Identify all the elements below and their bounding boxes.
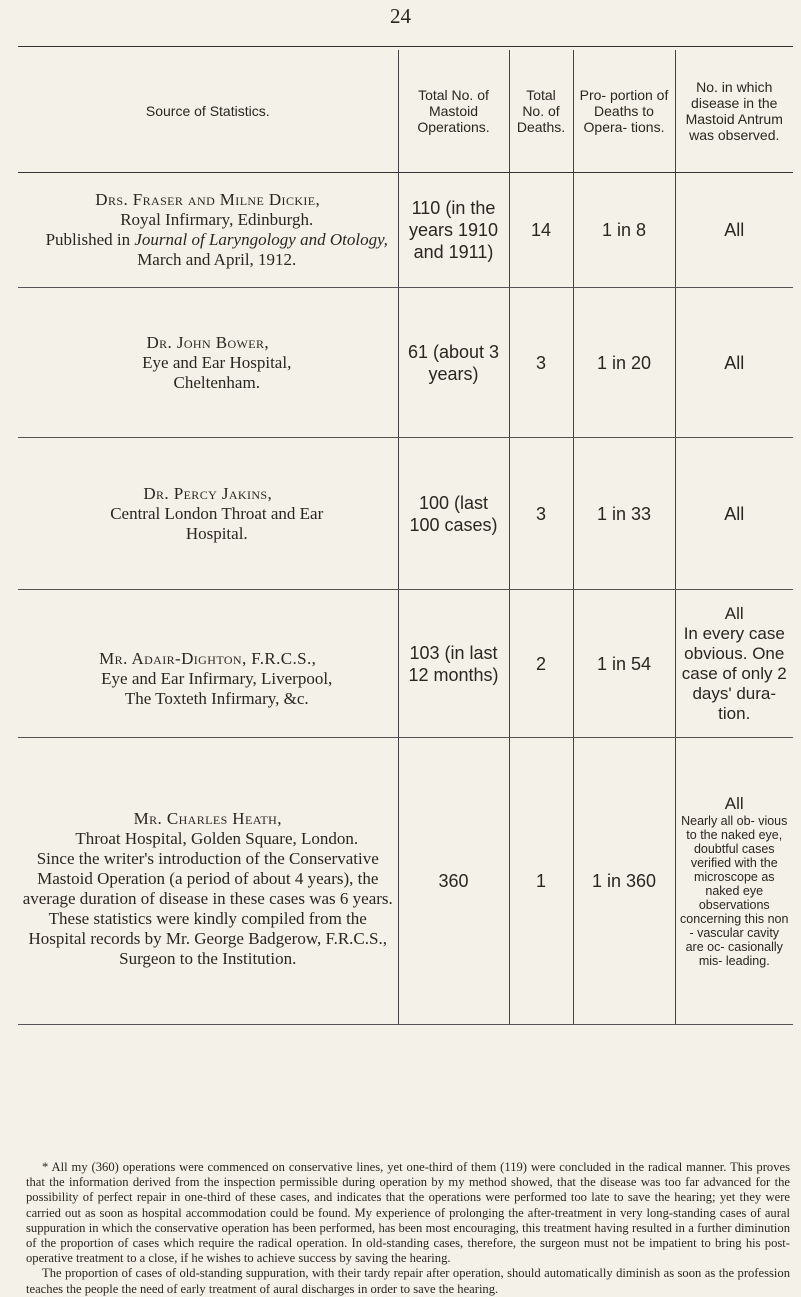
operations-cell: 110 (in the years 1910 and 1911) xyxy=(398,173,509,288)
antrum-note: Nearly all ob- vious to the naked eye, doubtful cases verified with the microscope as naked eye observations concerning this non - vascular cavity are oc- casionally mis- leading. xyxy=(680,814,789,968)
table-row xyxy=(18,173,793,288)
table-row xyxy=(18,590,793,738)
source-cell xyxy=(18,590,398,738)
antrum-cell: All xyxy=(675,173,793,288)
operations-cell: 100 (last 100 cases) xyxy=(398,438,509,590)
deaths-cell: 2 xyxy=(509,590,573,738)
source-name: Drs. Fraser and Milne Dickie, xyxy=(95,190,321,209)
antrum-cell xyxy=(675,738,793,1025)
top-rule xyxy=(18,46,793,47)
source-detail: Eye and Ear Hospital, xyxy=(142,352,292,372)
source-cell xyxy=(18,173,398,288)
table-row xyxy=(18,438,793,590)
source-detail: Royal Infirmary, Edinburgh. xyxy=(120,210,314,229)
source-detail: Throat Hospital, Golden Square, London. xyxy=(75,829,359,848)
antrum-cell: All xyxy=(675,288,793,438)
footnote-paragraph: * All my (360) operations were commenced on conservative lines, yet one-third of them (119) were concluded in the radical manner. This proves that the information derived from the inspection permissible during operation by my method showed, that the disease was too far advanced for the possibility of perfect repair in one-third of these cases, and indicates that the operations were performed too late to save the hearing; yet they were carried out as soon as hospital accommodation could be found. My experience of prolonging the after-treatment in very long-standing cases of aural suppuration in which the conservative operation has been performed, has been most encouraging, this treatment having resulted in a further diminution of the proportion of cases which require the radical operation. In old-standing cases, therefore, the surgeon must not be impatient to bring his post-operative treatment to a close, if he wishes to achieve success by saving the hearing. xyxy=(26,1160,790,1266)
source-name: Mr. Adair-Dighton, F.R.C.S., xyxy=(99,648,317,668)
proportion-cell: 1 in 20 xyxy=(573,288,675,438)
page-number: 24 xyxy=(390,4,411,28)
source-name: Mr. Charles Heath, xyxy=(133,809,282,828)
table-header-row xyxy=(18,50,793,173)
source-detail: Central London Throat and Ear xyxy=(110,503,324,523)
antrum-cell: All xyxy=(675,438,793,590)
proportion-cell: 1 in 360 xyxy=(573,738,675,1025)
source-detail: Hospital. xyxy=(185,523,248,543)
header-antrum: No. in which disease in the Mastoid Antrum was observed. xyxy=(675,50,793,173)
proportion-cell: 1 in 33 xyxy=(573,438,675,590)
deaths-cell: 14 xyxy=(509,173,573,288)
antrum-note: In every case obvious. One case of only 2 days' dura- tion. xyxy=(681,623,787,723)
source-cell xyxy=(18,288,398,438)
table-row xyxy=(18,288,793,438)
source-detail: Cheltenham. xyxy=(173,372,260,392)
journal-title: Journal of Laryngology and Otology, xyxy=(134,230,388,249)
source-cell xyxy=(18,738,398,1025)
antrum-value: All xyxy=(724,794,744,813)
source-cell xyxy=(18,438,398,590)
source-detail: Since the writer's introduction of the Conservative Mastoid Operation (a period of about 4 years), the average duration of disease in these cases was 6 years. These statistics were kindly compiled from the Hospital records by Mr. George Badgerow, F.R.C.S., Surgeon to the Institution. xyxy=(22,849,393,968)
antrum-value: All xyxy=(724,603,744,623)
footnote-paragraph: The proportion of cases of old-standing suppuration, with their tardy repair after operation, should automatically diminish as soon as the profession teaches the people the need of early treatment of aural discharges in order to save the hearing. xyxy=(26,1266,790,1296)
deaths-cell: 1 xyxy=(509,738,573,1025)
operations-cell: 61 (about 3 years) xyxy=(398,288,509,438)
header-operations: Total No. of Mastoid Operations. xyxy=(398,50,509,173)
statistics-table xyxy=(18,50,793,1025)
header-source: Source of Statistics. xyxy=(18,50,398,173)
header-deaths: Total No. of Deaths. xyxy=(509,50,573,173)
deaths-cell: 3 xyxy=(509,438,573,590)
source-detail: Eye and Ear Infirmary, Liverpool, xyxy=(101,668,333,688)
operations-cell: 360 xyxy=(398,738,509,1025)
source-name: Dr. John Bower, xyxy=(146,332,270,352)
source-detail: The Toxteth Infirmary, &c. xyxy=(124,688,309,708)
proportion-cell: 1 in 54 xyxy=(573,590,675,738)
source-name: Dr. Percy Jakins, xyxy=(143,483,273,503)
antrum-cell xyxy=(675,590,793,738)
operations-cell: 103 (in last 12 months) xyxy=(398,590,509,738)
table-row xyxy=(18,738,793,1025)
header-proportion: Pro- portion of Deaths to Opera- tions. xyxy=(573,50,675,173)
footnote xyxy=(26,1160,790,1297)
source-detail: Published in Journal of Laryngology and Otology, March and April, 1912. xyxy=(45,230,388,269)
deaths-cell: 3 xyxy=(509,288,573,438)
proportion-cell: 1 in 8 xyxy=(573,173,675,288)
